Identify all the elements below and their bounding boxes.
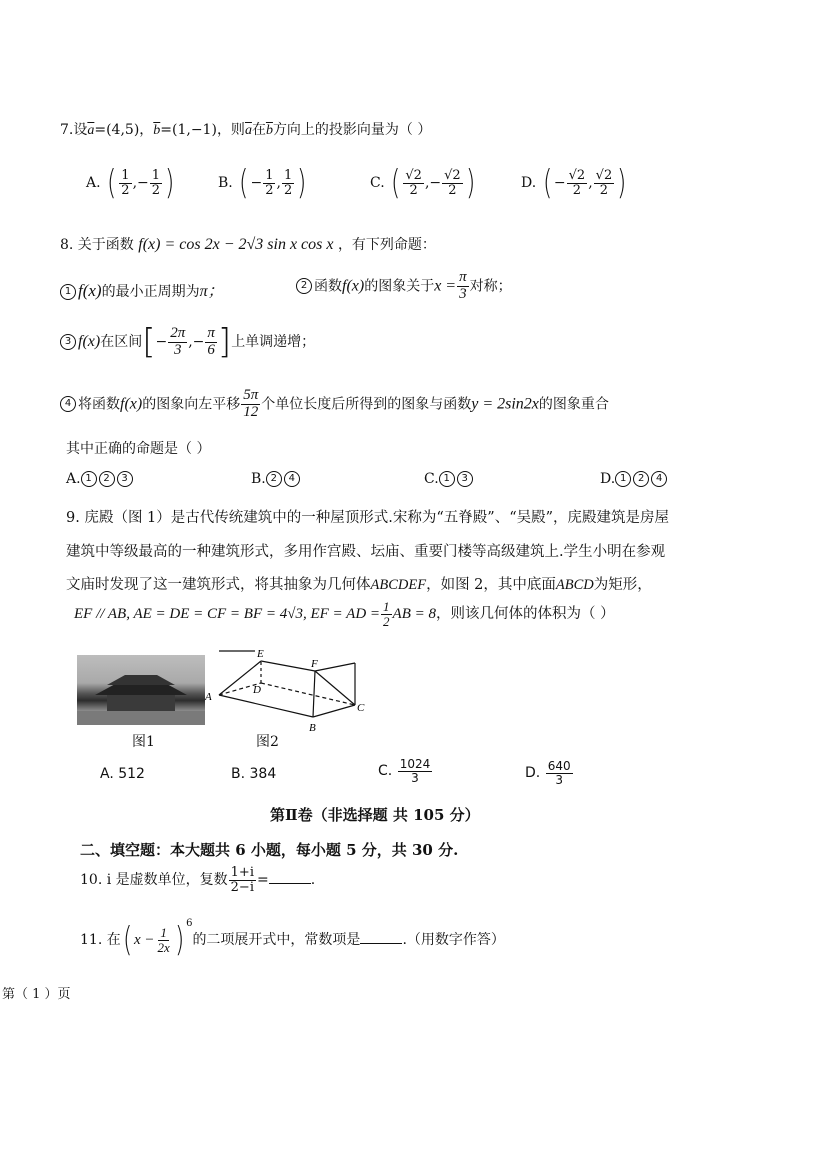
q9-line-2: 建筑中等级最高的一种建筑形式，多用作宫殿、坛庙、重要门楼等高级建筑上.学生小明在参观 xyxy=(66,544,666,560)
numerator: 2π xyxy=(170,324,186,341)
denominator: 2 xyxy=(121,182,130,198)
denominator: 3 xyxy=(173,341,182,358)
fraction xyxy=(263,169,275,197)
right-paren: ) xyxy=(297,163,307,203)
pi: π； xyxy=(199,283,224,300)
denominator: 3 xyxy=(555,772,563,787)
q7-mid: ，则 xyxy=(216,122,245,138)
numerator: 640 xyxy=(547,759,571,773)
figure-2-caption: 图2 xyxy=(256,734,279,750)
fraction xyxy=(241,388,260,421)
part-2-title: 第Ⅱ卷（非选择题 共 105 分） xyxy=(270,806,480,824)
edge-AB xyxy=(219,695,313,717)
option-label: D. xyxy=(525,765,541,782)
denominator: 2 xyxy=(151,182,161,198)
option-label: A. xyxy=(100,766,114,782)
circled-number: 4 xyxy=(284,471,300,487)
denominator: 3 xyxy=(411,770,419,785)
text: 上单调递增； xyxy=(231,334,316,350)
fraction xyxy=(150,169,162,197)
page-footer: 第（ 1 ）页 xyxy=(2,987,71,1002)
circled-number: 2 xyxy=(296,278,312,294)
fraction xyxy=(457,270,469,303)
fx: f(x) xyxy=(342,277,365,295)
numerator: 1 xyxy=(121,167,130,183)
fraction xyxy=(442,169,463,197)
q8-ask: 其中正确的命题是（ ） xyxy=(66,441,211,457)
text: 的二项展开式中，常数项是 xyxy=(192,932,361,948)
left-paren: ( xyxy=(107,163,117,203)
left-paren: ( xyxy=(542,163,552,203)
q7-option-c[interactable]: C. ( $\frac{√2}{2}$ ,− $\frac{√2}{2}$ ) xyxy=(370,163,475,203)
option-label: C. xyxy=(370,175,385,191)
q7-option-b[interactable]: B. ( − $\frac{1}{2}$ , $\frac{1}{2}$ ) xyxy=(218,163,307,203)
q8-prop-2 xyxy=(296,270,512,303)
edge-BC xyxy=(313,705,355,717)
option-label: B. xyxy=(251,471,266,487)
circled-number: 1 xyxy=(60,284,76,300)
denominator: 2 xyxy=(265,182,274,198)
vector-b-value: =(1,−1) xyxy=(160,122,217,138)
right-paren: ) xyxy=(174,920,185,960)
q8-option-d[interactable] xyxy=(600,471,669,487)
q7-mid2: 在 xyxy=(251,122,266,138)
option-label: C. xyxy=(378,763,393,780)
vector-b: $\overline{b}$ xyxy=(153,123,161,138)
text: ，如图 2，其中底面 xyxy=(426,577,556,593)
q7-suffix: 方向上的投影向量为（ ） xyxy=(272,122,432,138)
q8-prop-3: 3 f(x)在区间[− $\frac{2\pi}{3}$ ,− $\frac{\pi}{6}$ ]上单调递增； xyxy=(60,325,315,359)
fx: f(x) xyxy=(120,395,143,413)
denominator: 2 xyxy=(383,613,390,629)
text: 对称； xyxy=(469,278,512,295)
option-label: B. xyxy=(231,766,246,782)
text: 将函数 xyxy=(78,396,120,413)
circled-number: 2 xyxy=(99,471,115,487)
left-paren: ( xyxy=(122,920,132,960)
figure-1-caption: 图1 xyxy=(132,734,155,750)
sign: − xyxy=(553,175,566,191)
figure-1-photo xyxy=(77,655,205,725)
edge-DC xyxy=(261,683,355,705)
numerator: √2 xyxy=(568,167,586,183)
fraction xyxy=(205,326,217,359)
right-paren: ) xyxy=(465,163,475,203)
denominator: 2 xyxy=(448,182,457,198)
denominator: 2 xyxy=(599,182,609,198)
label-B: B xyxy=(309,722,316,734)
text: 11. 在 xyxy=(80,932,121,948)
fraction xyxy=(229,866,256,894)
numerator: √2 xyxy=(444,167,461,183)
fx: f(x) xyxy=(78,333,101,350)
edge-BF xyxy=(313,671,315,717)
circled-number: 3 xyxy=(457,471,473,487)
denominator: 6 xyxy=(207,341,215,358)
numerator: √2 xyxy=(595,167,613,183)
numerator: 1 xyxy=(283,167,293,183)
text: 个单位长度后所得到的图象与函数 xyxy=(261,396,472,413)
left-paren: ( xyxy=(239,163,249,203)
y-function: y = 2sin2x xyxy=(471,395,539,413)
label-D: D xyxy=(253,684,261,696)
circled-number: 1 xyxy=(615,471,631,487)
label-F: F xyxy=(311,658,318,670)
option-value: 384 xyxy=(249,766,277,782)
q9-option-d[interactable] xyxy=(525,760,574,786)
option-label: B. xyxy=(218,175,233,191)
q8-option-c[interactable] xyxy=(424,471,475,487)
building-silhouette xyxy=(77,655,205,725)
fx: f(x) xyxy=(78,281,102,300)
label-A: A xyxy=(205,691,212,703)
text: 10. i 是虚数单位，复数 xyxy=(80,872,228,889)
conditions: EF // AB, AE = DE = CF = BF = 4√3, EF = AD = xyxy=(74,606,381,623)
circled-number: 3 xyxy=(117,471,133,487)
exponent: 6 xyxy=(186,918,193,929)
circled-number: 4 xyxy=(60,396,76,412)
option-label: D. xyxy=(521,175,537,191)
q8-function: f(x) = cos 2x − 2√3 sin x cos x xyxy=(138,236,334,253)
right-paren: ) xyxy=(617,163,627,203)
text: 的图象关于 xyxy=(364,278,435,295)
equals: = xyxy=(256,872,269,889)
x-minus: x − xyxy=(133,932,155,948)
q7-option-a[interactable]: A. ( $\frac{1}{2}$ ,− $\frac{1}{2}$ ) xyxy=(86,163,175,203)
q7-prefix: 7.设 xyxy=(60,122,88,138)
circled-number: 1 xyxy=(81,471,97,487)
ridge-line xyxy=(315,663,355,671)
numerator: π xyxy=(207,324,215,341)
label-E: E xyxy=(257,648,264,660)
ab-value: AB = 8 xyxy=(392,606,436,623)
fraction xyxy=(398,758,433,784)
option-label: A. xyxy=(86,175,101,191)
circled-number: 4 xyxy=(651,471,667,487)
q7-stem: 7.设$\overline{a}=(4,5)$，$\overline{b}=(1,-1)$，则$\overline{a}$在$\overline{b}$方向上的投影向量为（ ） xyxy=(60,122,432,138)
edge-EF xyxy=(261,661,315,671)
sign: − xyxy=(429,175,442,191)
edge-CF xyxy=(315,671,355,705)
vector-a: $\overline{a}$ xyxy=(87,123,95,138)
fraction xyxy=(403,169,424,197)
q8-option-a[interactable] xyxy=(66,471,135,487)
vector-a-ref: $\overline{a}$ xyxy=(244,123,252,138)
left-paren: ( xyxy=(391,163,401,203)
text: 函数 xyxy=(314,278,342,295)
text: 的图象向左平移 xyxy=(142,396,241,413)
q9-option-c[interactable] xyxy=(378,758,433,784)
q10 xyxy=(80,866,315,894)
text: ，则该几何体的体积为（ ） xyxy=(435,606,615,623)
text: .（用数字作答） xyxy=(402,932,505,948)
text: 的最小正周期为 xyxy=(101,284,200,300)
circled-number: 2 xyxy=(266,471,282,487)
denominator: 2 xyxy=(283,182,293,198)
text: 文庙时发现了这一建筑形式，将其抽象为几何体 xyxy=(66,577,371,593)
right-bracket: ] xyxy=(217,322,232,362)
right-paren: ) xyxy=(165,163,175,203)
q9-option-b[interactable] xyxy=(231,766,276,782)
denominator: 2 xyxy=(409,182,418,198)
figure-2-diagram xyxy=(205,645,375,745)
fraction xyxy=(381,600,392,628)
q8-stem xyxy=(60,234,436,254)
denominator: 3 xyxy=(459,285,467,302)
numerator: 1 xyxy=(383,599,390,614)
fraction xyxy=(282,169,294,197)
fraction xyxy=(546,760,573,786)
circled-number: 1 xyxy=(439,471,455,487)
circled-number: 3 xyxy=(60,334,76,350)
numerator: 1 xyxy=(265,167,274,183)
q8-option-b[interactable] xyxy=(251,471,302,487)
option-value: 512 xyxy=(118,766,145,782)
base-name: ABCD xyxy=(555,577,594,593)
text: 为矩形， xyxy=(593,577,652,593)
text: 的图象重合 xyxy=(538,396,609,413)
numerator: 1 xyxy=(151,167,161,183)
fraction xyxy=(156,926,172,954)
numerator: π xyxy=(459,269,467,285)
vector-b-ref: $\overline{b}$ xyxy=(265,123,273,138)
denominator: 2−i xyxy=(230,879,254,895)
denominator: 2 xyxy=(572,182,582,198)
numerator: √2 xyxy=(405,167,422,183)
q9-line-4 xyxy=(74,600,615,628)
sign: − xyxy=(250,175,263,191)
q8-stem-a: 8. 关于函数 xyxy=(60,237,134,253)
sign: − xyxy=(137,175,149,191)
fraction xyxy=(567,169,588,197)
vector-a-value: =(4,5) xyxy=(94,122,140,138)
option-label: C. xyxy=(424,471,439,487)
option-label: D. xyxy=(600,471,616,487)
answer-blank[interactable] xyxy=(269,871,311,884)
q11 xyxy=(80,918,505,960)
numerator: 1 xyxy=(160,924,167,940)
numerator: 5π xyxy=(243,387,259,403)
q7-option-d[interactable]: D. ( − $\frac{√2}{2}$ , $\frac{√2}{2}$ ) xyxy=(521,163,627,203)
left-bracket: [ xyxy=(142,322,156,362)
numerator: 1024 xyxy=(399,757,431,771)
period: . xyxy=(310,872,316,889)
circled-number: 2 xyxy=(633,471,649,487)
numerator: 1+i xyxy=(230,865,254,880)
solid-name: ABCDEF xyxy=(370,577,427,593)
q8-stem-b: ，有下列命题： xyxy=(337,237,436,253)
q9-line-1: 9. 庑殿（图 1）是古代传统建筑中的一种屋顶形式.宋称为“五脊殿”、“吴殿”，庑殿建筑是房屋 xyxy=(66,510,670,526)
text: 在区间 xyxy=(100,334,143,350)
denominator: 12 xyxy=(243,403,259,420)
fraction xyxy=(168,326,187,359)
denominator: 2x xyxy=(157,939,170,955)
label-C: C xyxy=(357,702,365,714)
q8-prop-4 xyxy=(60,388,609,421)
q9-option-a[interactable] xyxy=(100,766,145,782)
option-label: A. xyxy=(66,471,81,487)
fraction xyxy=(594,169,615,197)
x-equals: x = xyxy=(434,277,457,295)
fraction xyxy=(119,169,131,197)
q8-prop-1 xyxy=(60,278,224,301)
section-2-title: 二、填空题：本大题共 6 小题，每小题 5 分，共 30 分. xyxy=(80,841,459,859)
answer-blank[interactable] xyxy=(360,931,402,944)
q9-line-3 xyxy=(66,573,652,594)
